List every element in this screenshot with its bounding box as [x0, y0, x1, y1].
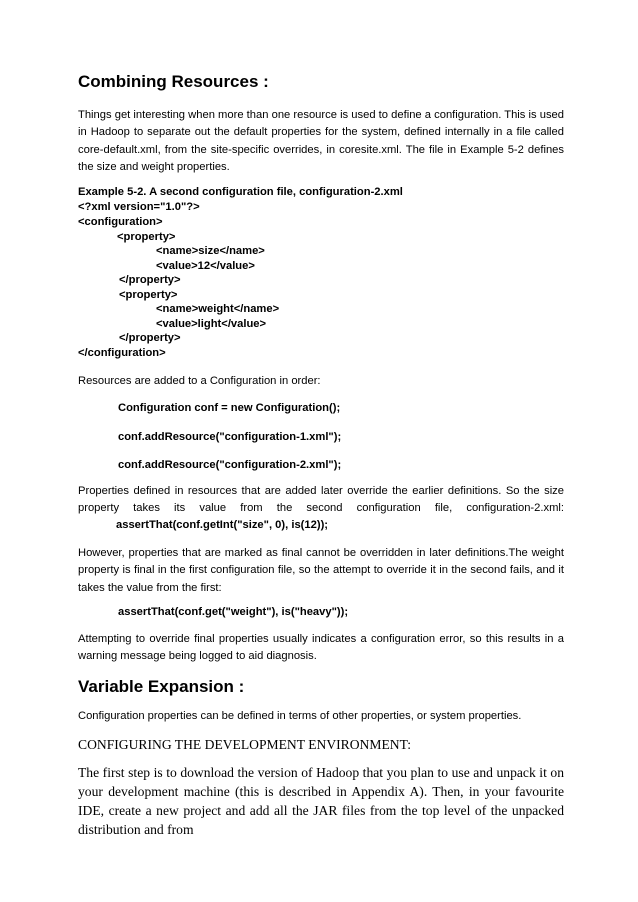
paragraph-variable-expansion: Configuration properties can be defined in terms of other properties, or system properties.: [78, 710, 522, 722]
xml-property-close: </property>: [119, 332, 181, 344]
xml-configuration-open: <configuration>: [78, 216, 163, 228]
heading-development-environment: CONFIGURING THE DEVELOPMENT ENVIRONMENT:: [78, 737, 411, 752]
heading-combining-resources: Combining Resources :: [78, 72, 269, 91]
paragraph-development-environment: The first step is to download the version of Hadoop that you plan to use and unpack it on your development machine (this is described in Appendix A). Then, in your favourite IDE, create a new project and add all the JAR files from the top level of the unpacked distribution and from: [78, 765, 564, 837]
xml-name-weight: <name>weight</name>: [156, 303, 280, 315]
xml-name-size: <name>size</name>: [156, 245, 265, 257]
paragraph-resources-order: Resources are added to a Configuration in order:: [78, 375, 321, 387]
xml-value-light: <value>light</value>: [156, 318, 267, 330]
code-assert-weight: assertThat(conf.get("weight"), is("heavy"));: [118, 606, 349, 618]
paragraph-combining-intro: Things get interesting when more than one resource is used to define a configuration. This is used in Hadoop to separate out the default properties for the system, defined internally in a file called core-default.xml, from the site-specific overrides, in coresite.xml. The file in Example 5-2 defines the size and weight properties.: [78, 109, 564, 174]
xml-property-open: <property>: [117, 231, 176, 243]
code-add-resource-1: conf.addResource("configuration-1.xml");: [118, 431, 342, 443]
code-new-configuration: Configuration conf = new Configuration();: [118, 402, 341, 414]
xml-configuration-close: </configuration>: [78, 347, 166, 359]
xml-property-open: <property>: [119, 289, 178, 301]
heading-variable-expansion: Variable Expansion :: [78, 677, 245, 696]
code-assert-size: assertThat(conf.getInt("size", 0), is(12));: [116, 519, 329, 531]
paragraph-override-line-1: Properties defined in resources that are added later override the earlier definitions. So the size: [78, 485, 564, 497]
xml-value-12: <value>12</value>: [156, 260, 255, 272]
example-caption: Example 5-2. A second configuration file, configuration-2.xml: [78, 186, 403, 198]
paragraph-final-properties: However, properties that are marked as final cannot be overridden in later definitions.The weight property is final in the first configuration file, so the attempt to override it in the second fails, and it takes the value from the first:: [78, 547, 564, 594]
xml-declaration: <?xml version="1.0"?>: [78, 201, 200, 213]
code-add-resource-2: conf.addResource("configuration-2.xml");: [118, 459, 342, 471]
paragraph-override-line-2: property takes its value from the second configuration file, configuration-2.xml:: [78, 502, 564, 514]
paragraph-warning: Attempting to override final properties usually indicates a configuration error, so this results in a warning message being logged to aid diagnosis.: [78, 633, 564, 663]
xml-property-close: </property>: [119, 274, 181, 286]
